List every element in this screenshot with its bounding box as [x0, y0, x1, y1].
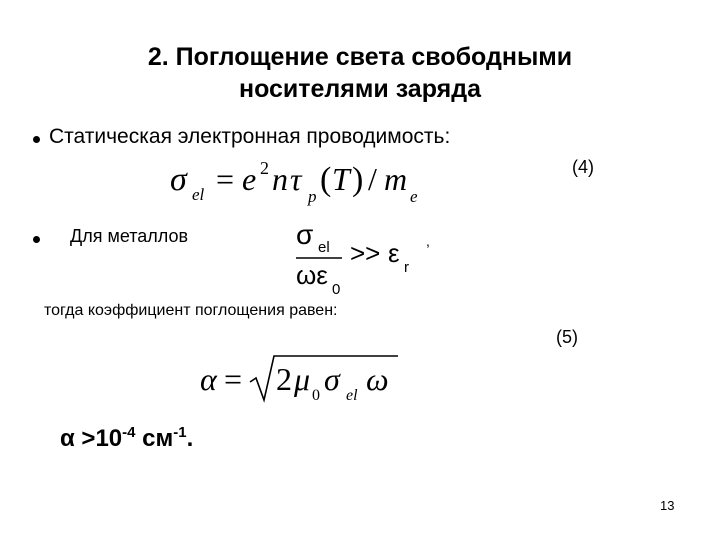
svg-text:r: r — [404, 259, 409, 276]
alpha-estimate-exponent-1: -4 — [122, 424, 136, 441]
bullet-static-conductivity: Статическая электронная проводимость: — [49, 125, 451, 148]
svg-text:n: n — [272, 161, 288, 197]
equation-4-formula — [160, 150, 440, 206]
svg-text:τ: τ — [290, 161, 302, 197]
svg-text:α: α — [200, 361, 217, 397]
svg-text:=: = — [216, 161, 235, 197]
svg-text:=: = — [224, 361, 243, 397]
svg-text:0: 0 — [332, 281, 341, 298]
alpha-estimate — [60, 424, 193, 453]
svg-text:/: / — [368, 161, 377, 197]
alpha-estimate-exponent-2: -1 — [173, 424, 187, 441]
svg-text:2: 2 — [260, 158, 269, 178]
svg-text:2: 2 — [276, 361, 292, 397]
svg-text:σ: σ — [170, 161, 187, 198]
svg-text:(: ( — [320, 161, 332, 198]
svg-text:T: T — [332, 161, 350, 197]
equation-5-formula — [196, 352, 406, 408]
slide-title-line-1: 2. Поглощение света свободными — [147, 43, 573, 71]
svg-text:σ: σ — [296, 219, 314, 250]
alpha-estimate-unit: см — [135, 425, 174, 452]
svg-text:ωε: ωε — [296, 260, 328, 290]
metals-condition-formula — [290, 216, 460, 298]
svg-text:): ) — [352, 161, 364, 198]
equation-5-number: (5) — [556, 327, 578, 347]
bullet-dot-2 — [33, 236, 40, 243]
absorption-coefficient-intro: тогда коэффициент поглощения равен: — [44, 302, 338, 319]
alpha-estimate-end: . — [186, 425, 194, 452]
svg-text:e: e — [410, 187, 418, 206]
bullet-dot-1 — [33, 136, 40, 143]
svg-text:el: el — [318, 239, 330, 256]
slide-title-line-2: носителями заряда — [238, 75, 482, 103]
svg-text:el: el — [346, 387, 358, 404]
bullet-metals: Для металлов — [70, 226, 189, 246]
svg-text:,: , — [426, 233, 430, 249]
alpha-estimate-base: α >10 — [60, 425, 123, 452]
svg-text:0: 0 — [312, 387, 320, 404]
svg-text:e: e — [242, 161, 257, 197]
svg-text:p: p — [308, 187, 317, 206]
svg-text:ω: ω — [366, 361, 389, 397]
page-number: 13 — [660, 498, 675, 513]
svg-text:m: m — [384, 161, 408, 197]
svg-text:el: el — [192, 185, 205, 204]
equation-4-number: (4) — [572, 157, 594, 177]
svg-text:σ: σ — [324, 361, 340, 397]
svg-text:>>: >> — [350, 238, 381, 268]
svg-text:μ: μ — [294, 361, 311, 397]
svg-text:ε: ε — [388, 238, 400, 268]
